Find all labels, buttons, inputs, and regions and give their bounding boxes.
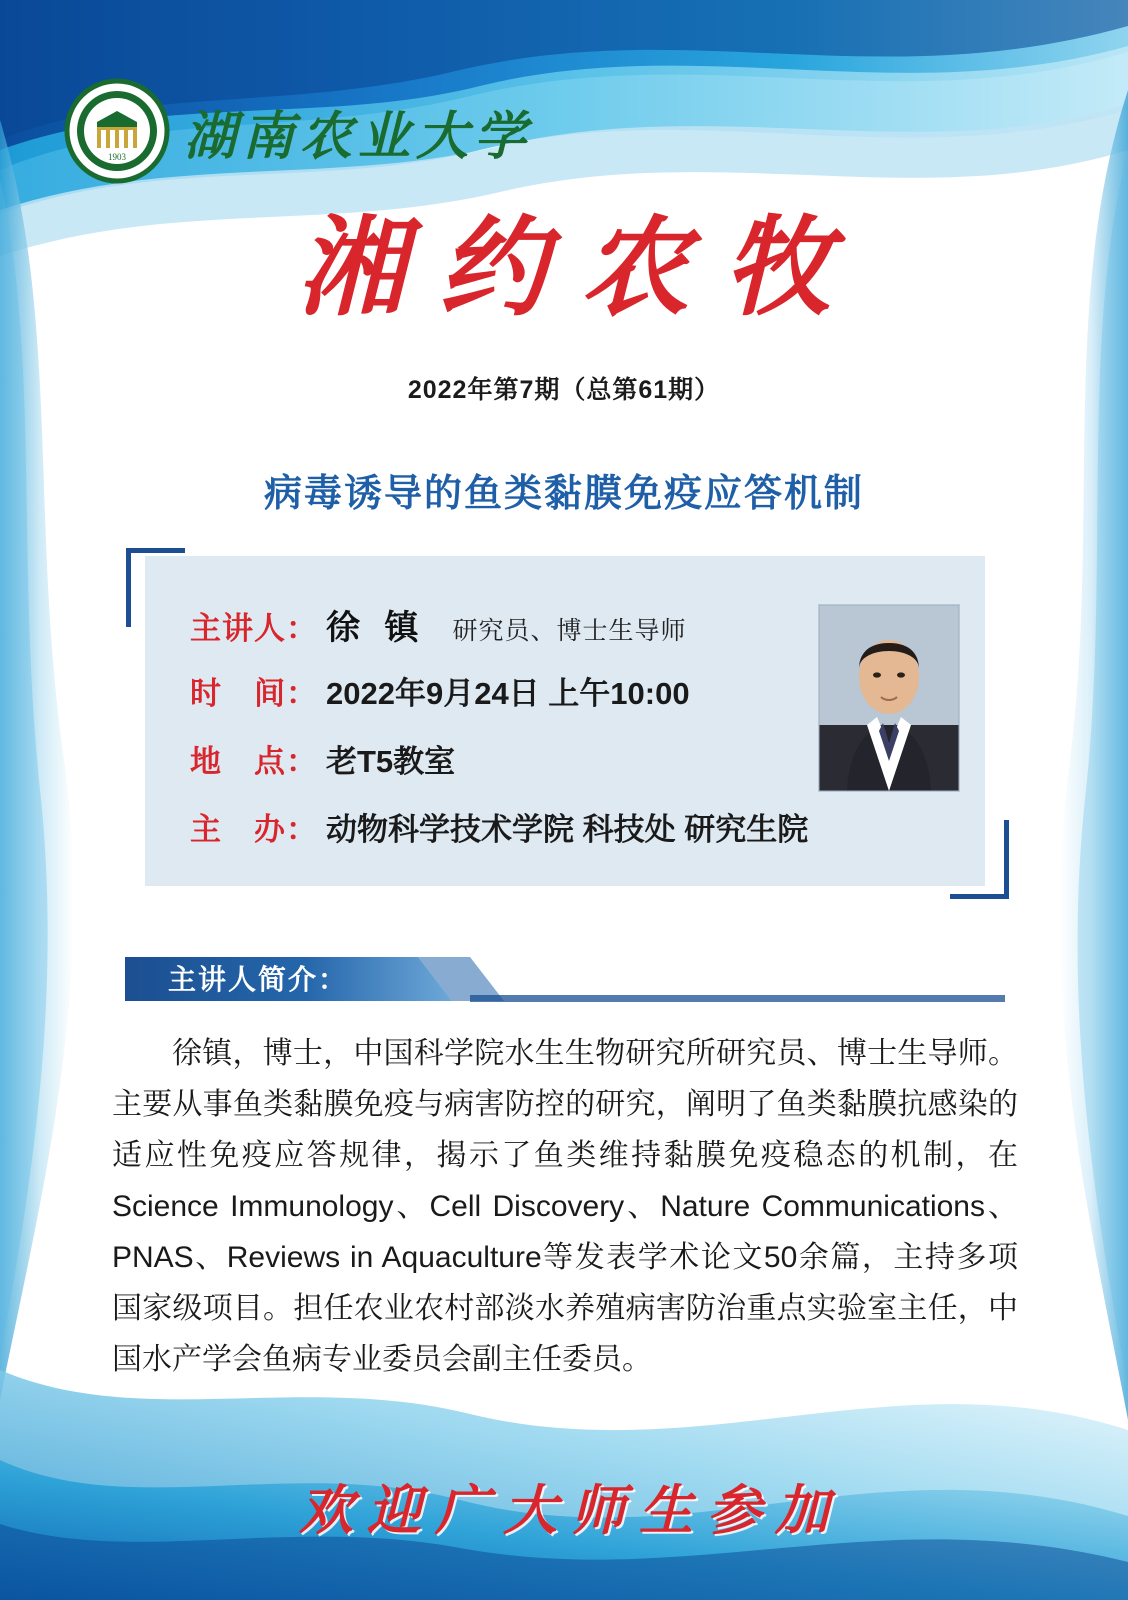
poster-header [64,78,532,184]
university-logo-icon [64,78,170,184]
bracket-top-left [126,548,185,627]
info-row-organizer [190,804,810,852]
speaker-title: 研究员、博士生导师 [452,618,687,645]
info-row-place [190,736,810,784]
info-rows [190,600,810,872]
lecture-title: 病毒诱导的鱼类黏膜免疫应答机制 [263,473,864,515]
speaker-portrait [818,604,960,792]
info-value-time: 2022年9月24日 上午10:00 [326,676,690,711]
info-label-organizer: 主 办： [190,812,318,847]
bio-heading: 主讲人简介： [168,964,349,995]
info-row-speaker [190,600,810,648]
brand-title: 湘约农牧 [296,210,865,329]
issue-number: 2022年第7期（总第61期） [407,376,721,404]
info-value-organizer: 动物科学技术学院 科技处 研究生院 [326,812,809,847]
footer-slogan: 欢迎广大师生参加 [299,1481,843,1541]
bracket-bottom-right [950,820,1009,899]
info-label-speaker: 主讲人： [190,611,318,646]
info-row-time [190,668,810,716]
info-label-time: 时 间： [190,676,318,711]
info-label-place: 地 点： [190,744,318,779]
university-name: 湖南农业大学 [184,108,533,166]
logo-year: 1903 [108,152,126,162]
bio-text: 徐镇，博士，中国科学院水生生物研究所研究员、博士生导师。主要从事鱼类黏膜免疫与病害防控的研究，阐明了鱼类黏膜抗感染的适应性免疫应答规律，揭示了鱼类维持黏膜免疫稳态的机制，在 Science Immunology、Cell Discovery、Nature Communications、PNAS、Reviews in Aquaculture等发表学术论文50余篇，主持多项国家级项目。担任农业农村部淡水养殖病害防治重点实验室主任，中国水产学会鱼病专业委员会副主任委员。 [112,1037,1018,1376]
speaker-name: 徐 镇 [326,610,427,647]
info-value-place: 老T5教室 [326,744,456,779]
